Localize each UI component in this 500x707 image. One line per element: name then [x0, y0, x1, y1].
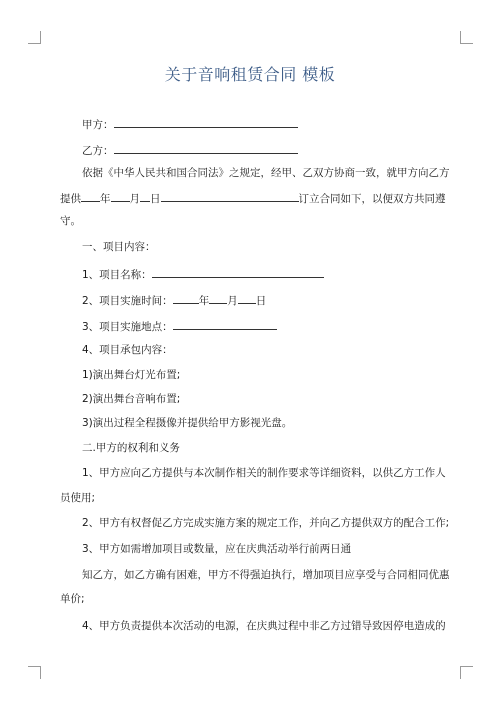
item-2-year: 年 — [198, 295, 210, 307]
intro-month: 月 — [129, 193, 140, 205]
party-b-line — [82, 142, 445, 158]
section-2-heading: 二.甲方的权利和义务 — [82, 442, 180, 454]
item-2-month: 月 — [227, 295, 238, 307]
clause-4: 4、甲方负责提供本次活动的电源，在庆典过程中非乙方过错导致因停电造成的 — [82, 620, 446, 632]
intro-day-blank — [140, 190, 150, 202]
clause-1-line-1: 1、甲方应向乙方提供与本次制作相关的制作要求等详细资料，以供乙方工作人 — [82, 467, 446, 479]
intro-line-2 — [60, 190, 445, 206]
item-2-day-blank — [238, 292, 256, 304]
item-1-project-name — [82, 266, 445, 282]
document-title: 关于音响租赁合同 模板 — [164, 65, 336, 84]
item-3-label: 3、项目实施地点： — [82, 321, 173, 333]
item-1-blank — [152, 266, 324, 278]
item-1-label: 1、项目名称： — [82, 269, 152, 281]
item-2-label: 2、项目实施时间： — [82, 295, 173, 307]
sub-item-2: 2)演出舞台音响布置; — [82, 393, 181, 405]
item-2-year-blank — [173, 292, 199, 304]
intro-day: 日 — [150, 193, 161, 205]
sub-item-1: 1)演出舞台灯光布置; — [82, 369, 181, 381]
clause-3-continued-2: 单价; — [60, 593, 85, 605]
intro-year: 年 — [100, 193, 111, 205]
party-a-label: 甲方： — [82, 119, 114, 131]
party-b-blank — [114, 142, 298, 154]
crop-mark-top-left — [28, 31, 41, 44]
clause-2: 2、甲方有权督促乙方完成实施方案的规定工作，并向乙方提供双方的配合工作; — [82, 517, 450, 529]
clause-1-line-2: 员使用; — [60, 492, 96, 504]
intro-line-1: 依据《中华人民共和国合同法》之规定，经甲、乙双方协商一致，就甲方向乙方 — [82, 167, 450, 179]
item-3-blank — [173, 318, 277, 330]
crop-mark-top-right — [460, 31, 473, 44]
item-2-day: 日 — [255, 295, 267, 307]
intro-month-blank — [111, 190, 130, 202]
item-4-scope: 4、项目承包内容： — [82, 344, 173, 356]
crop-mark-bottom-right — [460, 666, 473, 679]
clause-3: 3、甲方如需增加项目或数量，应在庆典活动举行前两日通 — [82, 543, 352, 555]
party-b-label: 乙方： — [82, 145, 114, 157]
item-2-project-time — [82, 292, 445, 308]
intro-subject-blank — [161, 190, 299, 202]
section-1-heading: 一、项目内容： — [82, 241, 156, 253]
intro-contract-text: 订立合同如下，以便双方共同遵 — [298, 193, 446, 205]
crop-mark-bottom-left — [28, 666, 41, 679]
intro-year-blank — [81, 190, 100, 202]
clause-3-continued-1: 知乙方，如乙方确有困难，甲方不得强迫执行，增加项目应享受与合同相同优惠 — [82, 569, 450, 581]
item-2-month-blank — [209, 292, 227, 304]
party-a-line — [82, 116, 445, 132]
party-a-blank — [114, 116, 298, 128]
intro-provide: 提供 — [60, 193, 81, 205]
item-3-project-location — [82, 318, 445, 334]
intro-line-3: 守。 — [60, 215, 81, 227]
sub-item-3: 3)演出过程全程摄像并提供给甲方影视光盘。 — [82, 417, 293, 429]
